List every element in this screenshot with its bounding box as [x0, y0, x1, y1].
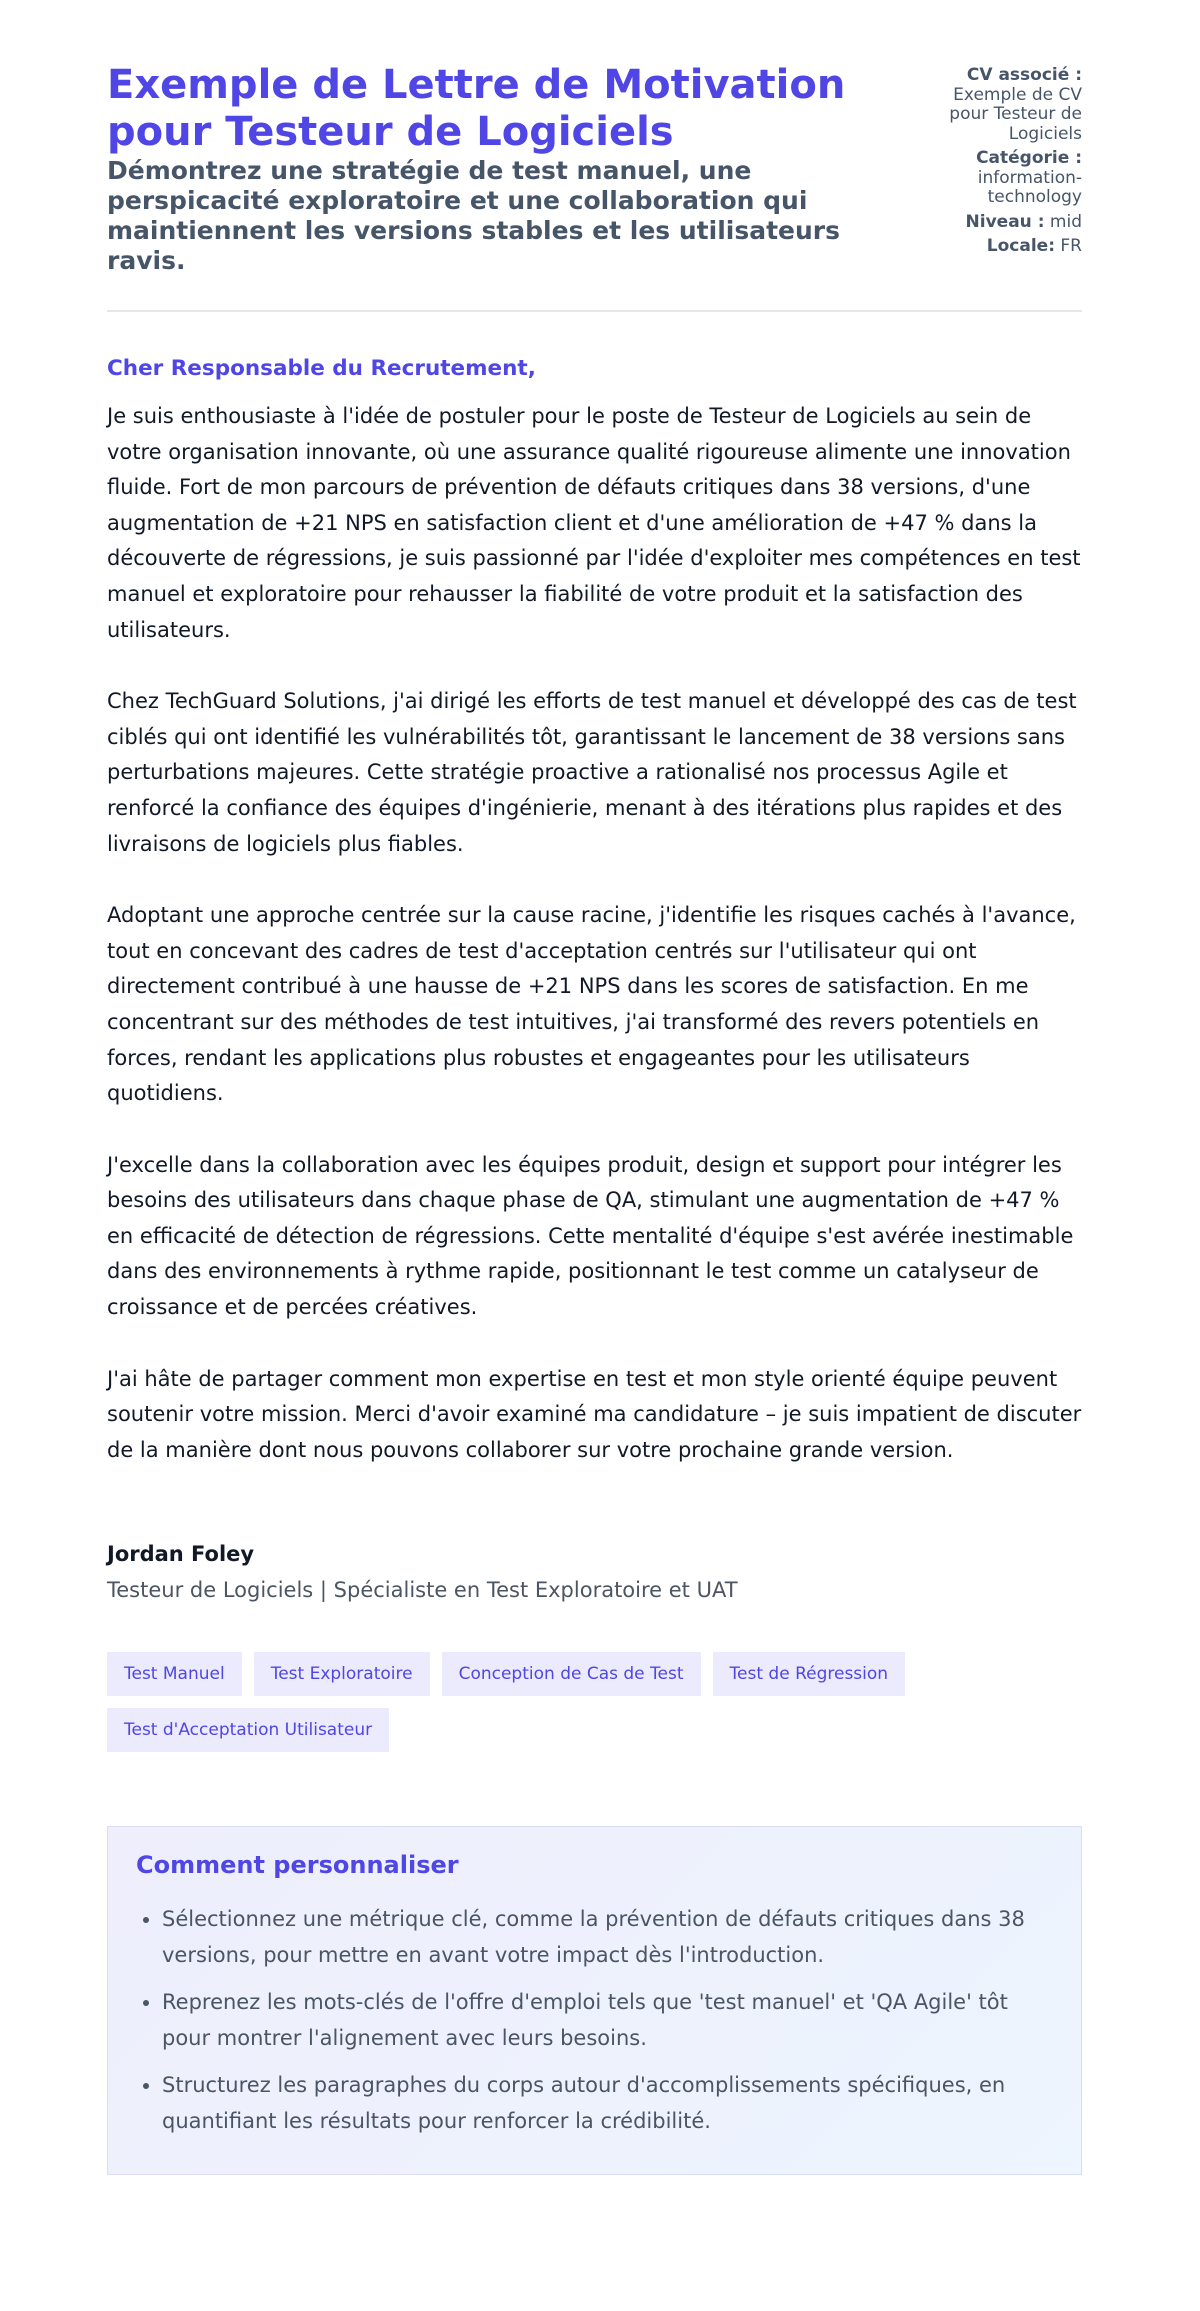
- skill-tag: Test de Régression: [713, 1652, 906, 1696]
- meta-locale-label: Locale:: [986, 236, 1055, 256]
- meta-locale: [932, 237, 1082, 257]
- skill-tag: Test Exploratoire: [254, 1652, 430, 1696]
- meta-cv: [932, 66, 1082, 144]
- divider: [107, 310, 1082, 312]
- page-title: Exemple de Lettre de Motivation pour Testeur de Logiciels: [107, 62, 846, 155]
- tip-item: • Structurez les paragraphes du corps autour d'accomplissements spécifiques, en quantifiant les résultats pour renforcer la crédibilité.: [162, 2067, 1053, 2139]
- signature-name: Jordan Foley: [107, 1542, 255, 1567]
- header: [107, 62, 1082, 276]
- meta-category-value: information-technology: [977, 167, 1082, 207]
- page-subtitle: Démontrez une stratégie de test manuel, une perspicacité exploratoire et une collaboration qui maintiennent les versions stables et les utilisateurs ravis.: [107, 156, 841, 275]
- meta-level-value: mid: [1049, 211, 1082, 232]
- tip-item: • Sélectionnez une métrique clé, comme la prévention de défauts critiques dans 38 versions, pour mettre en avant votre impact dès l'introduction.: [162, 1901, 1053, 1973]
- customization-tips: [107, 1826, 1082, 2175]
- paragraph: Adoptant une approche centrée sur la cause racine, j'identifie les risques cachés à l'avance, tout en concevant des cadres de test d'acceptation centrés sur l'utilisateur qui ont directement contribué à une hausse de +21 NPS dans les scores de satisfaction. En me concentrant sur des méthodes de test intuitives, j'ai transformé des revers potentiels en forces, rendant les applications plus robustes et engageantes pour les utilisateurs quotidiens.: [107, 903, 1076, 1106]
- paragraph: J'excelle dans la collaboration avec les équipes produit, design et support pour intégrer les besoins des utilisateurs dans chaque phase de QA, stimulant une augmentation de +47 % en efficacité de détection de régressions. Cette mentalité d'équipe s'est avérée inestimable dans des environnements à rythme rapide, positionnant le test comme un catalyseur de croissance et de percées créatives.: [107, 1152, 1074, 1320]
- paragraph: J'ai hâte de partager comment mon expertise en test et mon style orienté équipe peuvent soutenir votre mission. Merci d'avoir examiné ma candidature – je suis impatient de discuter de la manière dont nous pouvons collaborer sur votre prochaine grande version.: [107, 1366, 1082, 1462]
- paragraph: Je suis enthousiaste à l'idée de postuler pour le poste de Testeur de Logiciels au sein de votre organisation innovante, où une assurance qualité rigoureuse alimente une innovation fluide. Fort de mon parcours de prévention de défauts critiques dans 38 versions, d'une augmentation de +21 NPS en satisfaction client et d'une amélioration de +47 % dans la découverte de régressions, je suis passionné par l'idée d'exploiter mes compétences en test manuel et exploratoire pour rehausser la fiabilité de votre produit et la satisfaction des utilisateurs.: [107, 404, 1081, 642]
- paragraph: Chez TechGuard Solutions, j'ai dirigé les efforts de test manuel et développé des cas de test ciblés qui ont identifié les vulnérabilités tôt, garantissant le lancement de 38 versions sans perturbations majeures. Cette stratégie proactive a rationalisé nos processus Agile et renforcé la confiance des équipes d'ingénierie, menant à des itérations plus rapides et des livraisons de logiciels plus fiables.: [107, 689, 1077, 856]
- meta-cv-value: Exemple de CV pour Testeur de Logiciels: [949, 84, 1082, 144]
- tip-item: • Reprenez les mots-clés de l'offre d'emploi tels que 'test manuel' et 'QA Agile' tôt pour montrer l'alignement avec leurs besoins.: [162, 1984, 1053, 2056]
- meta-cv-label: CV associé :: [966, 65, 1082, 85]
- meta-category-label: Catégorie :: [976, 148, 1082, 168]
- meta-level-label: Niveau :: [965, 211, 1045, 232]
- skill-tag: Test d'Acceptation Utilisateur: [107, 1708, 389, 1752]
- meta-locale-value: FR: [1060, 236, 1082, 256]
- meta-panel: [932, 66, 1082, 262]
- salutation: Cher Responsable du Recrutement,: [107, 356, 536, 381]
- signature-title: Testeur de Logiciels | Spécialiste en Test Exploratoire et UAT: [107, 1578, 738, 1603]
- meta-level: [932, 213, 1082, 233]
- tips-title: Comment personnaliser: [136, 1851, 459, 1880]
- skill-tags: [107, 1652, 1082, 1752]
- meta-category: [932, 149, 1082, 208]
- skill-tag: Conception de Cas de Test: [442, 1652, 701, 1696]
- letter-body: [107, 399, 1082, 1468]
- title-block: [107, 62, 867, 276]
- skill-tag: Test Manuel: [107, 1652, 242, 1696]
- tips-list: [136, 1901, 1053, 2139]
